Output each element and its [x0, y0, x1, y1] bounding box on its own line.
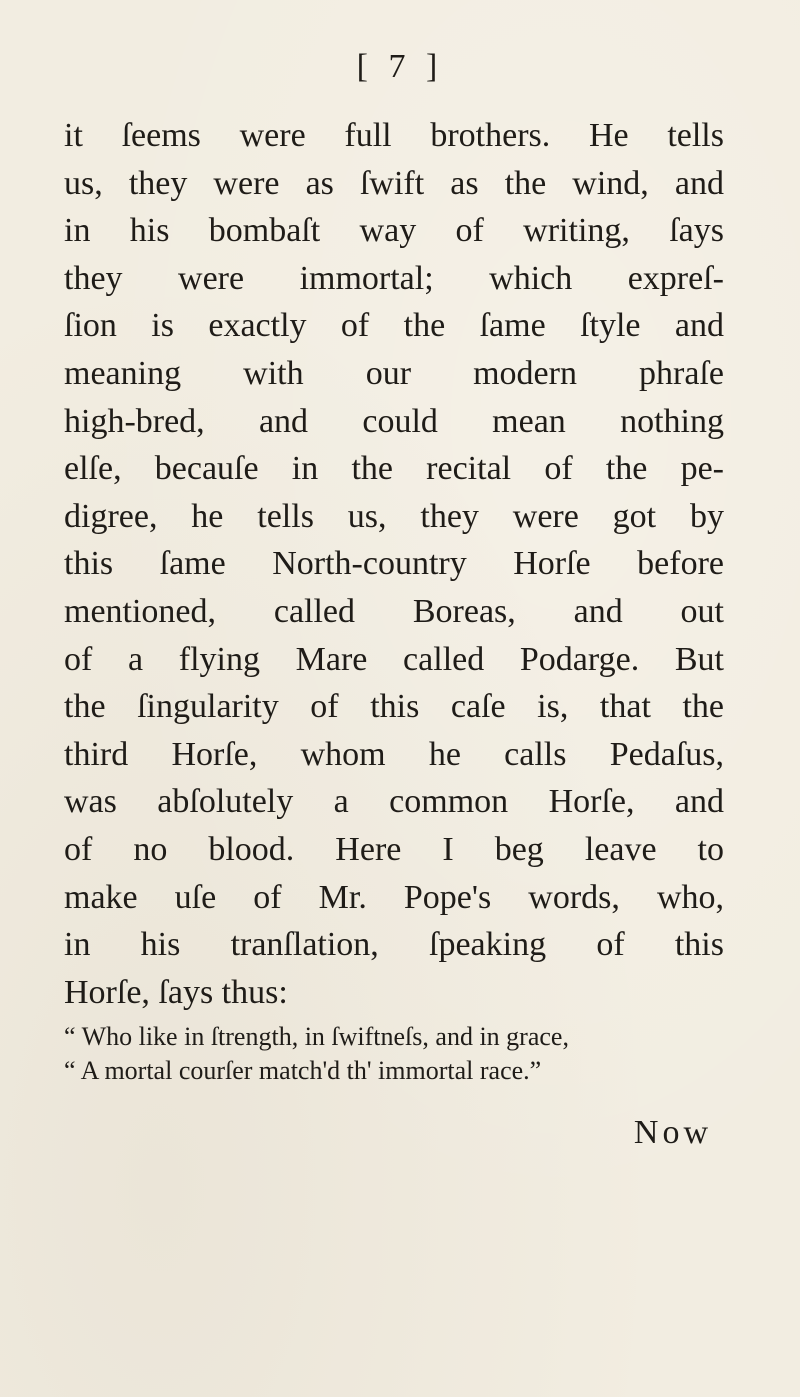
text-line: make uſe of Mr. Pope's words, who, — [64, 878, 724, 916]
text-line: mentioned, called Boreas, and out — [64, 592, 724, 630]
page-number: [ 7 ] — [356, 48, 444, 85]
text-line: this ſame North-country Horſe before — [64, 545, 724, 583]
text-line: the ſingularity of this caſe is, that the — [64, 688, 724, 726]
text-line: Horſe, ſays thus: — [64, 973, 288, 1011]
text-line: in his bombaſt way of writing, ſays — [64, 212, 724, 250]
text-line: third Horſe, whom he calls Pedaſus, — [64, 735, 724, 773]
text-line: was abſolutely a common Horſe, and — [64, 783, 724, 821]
text-line: it ſeems were full brothers. He tells — [64, 117, 724, 154]
verse-line: “ Who like in ſtrength, in ſwiftneſs, and in grace, — [64, 1022, 569, 1051]
text-line: they were immortal; which expreſ- — [64, 259, 724, 297]
text-line: high-bred, and could mean nothing — [64, 402, 724, 440]
text-line: of no blood. Here I beg leave to — [64, 830, 724, 868]
text-line: us, they were as ſwift as the wind, and — [64, 164, 724, 202]
verse-line: “ A mortal courſer match'd th' immortal race.” — [64, 1056, 542, 1085]
verse-quotation — [64, 1020, 684, 1088]
catchword: Now — [633, 1114, 712, 1151]
body-text — [64, 112, 724, 1016]
text-line: elſe, becauſe in the recital of the pe- — [64, 450, 724, 488]
text-line: ſion is exactly of the ſame ſtyle and — [64, 307, 724, 345]
text-line: meaning with our modern phraſe — [64, 354, 724, 392]
text-line: of a flying Mare called Podarge. But — [64, 640, 724, 678]
text-line: in his tranſlation, ſpeaking of this — [64, 926, 724, 964]
text-line: digree, he tells us, they were got by — [64, 497, 724, 535]
